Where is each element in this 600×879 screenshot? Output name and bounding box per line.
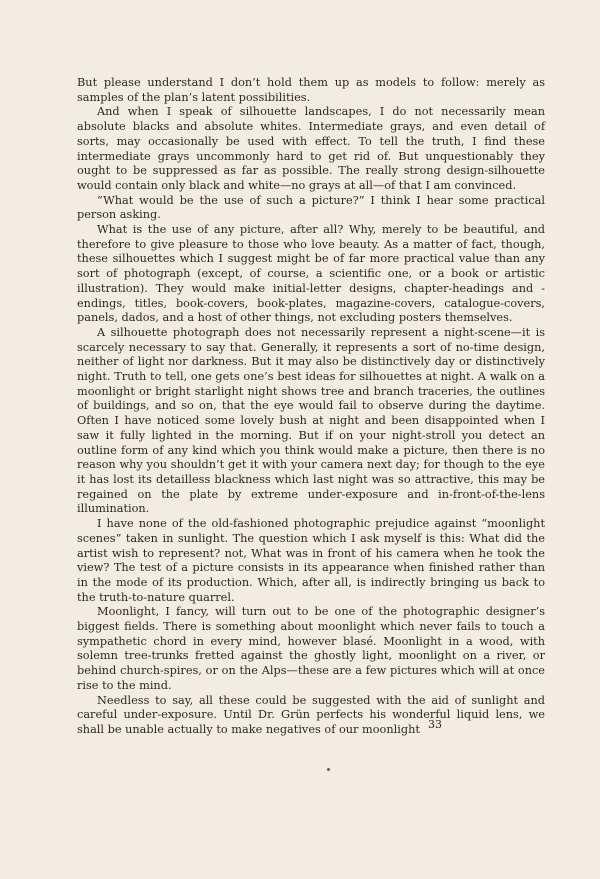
paragraph-3: “What would be the use of such a picture?” I think I hear some practical person asking. <box>77 193 545 222</box>
paragraph-4: What is the use of any picture, after all? Why, merely to be beautiful, and therefore to give pleasure to those who love beauty. As a matter of fact, though, these silhouettes which I suggest might be of far more practical value than any sort of photograph (except, of course, a scientific one, or a book or artistic illustration). They would make initial-letter designs, chapter-headings and -endings, titles, book-covers, book-plates, magazine-covers, catalogue-covers, panels, dados, and a host of other things, not excluding posters themselves. <box>77 223 545 325</box>
printing-mark <box>327 768 330 771</box>
paragraph-7: Moonlight, I fancy, will turn out to be one of the photographic designer’s biggest fields. There is something about moonlight which never fails to touch a sympathetic chord in every mind, however blasé. Moonlight in a wood, with solemn tree-trunks fretted against the ghostly light, moonlight on a river, or behind church-spires, or on the Alps—these are a few pictures which will at once rise to the mind. <box>77 605 545 692</box>
paragraph-2: And when I speak of silhouette landscapes, I do not necessarily mean absolute blacks and absolute whites. Intermediate grays, and even detail of sorts, may occasionally be used with effect. To tell the truth, I find these intermediate grays uncommonly hard to get rid of. But unquestionably they ought to be suppressed as far as possible. The really strong design-silhouette would contain only black and white—no grays at all—of that I am convinced. <box>77 105 545 192</box>
paragraph-6: I have none of the old-fashioned photographic prejudice against “moonlight scenes” taken in sunlight. The question which I ask myself is this: What did the artist wish to represent? not, What was in front of his camera when he took the view? The test of a picture consists in its appearance when finished rather than in the mode of its production. Which, after all, is indirectly bringing us back to the truth-to-nature quarrel. <box>77 517 545 604</box>
paragraph-5: A silhouette photograph does not necessarily represent a night-scene—it is scarcely necessary to say that. Generally, it represents a sort of no-time design, neither of light nor darkness. But it may also be distinctively day or distinctively night. Truth to tell, one gets one’s best ideas for silhouettes at night. A walk on a moonlight or bright starlight night shows tree and branch traceries, the outlines of buildings, and so on, that the eye would fail to observe during the daytime. Often I have noticed some lovely bush at night and been disappointed when I saw it fully lighted in the morning. But if on your night-stroll you detect an outline form of any kind which you think would make a picture, then there is no reason why you shouldn’t get it with your camera next day; for though to the eye it has lost its detailless blackness which last night was so attractive, this may be regained on the plate by extreme under-exposure and in-front-of-the-lens illumination. <box>77 325 545 516</box>
paragraph-8: Needless to say, all these could be suggested with the aid of sunlight and careful under-exposure. Until Dr. Grün perfects his wonderful liquid lens, we shall be unable actually to make negatives of our moonlight <box>77 693 545 736</box>
body-text <box>77 76 545 738</box>
paragraph-1: But please understand I don’t hold them up as models to follow: merely as samples of the plan’s latent possibilities. <box>77 76 545 104</box>
page-number: 33 <box>428 718 442 731</box>
